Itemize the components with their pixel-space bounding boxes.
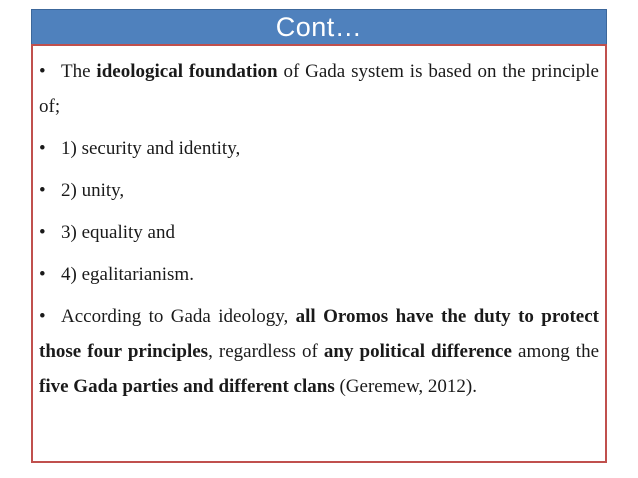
list-item-label: 4) egalitarianism. (61, 264, 194, 285)
content-box (31, 44, 607, 463)
list-item (39, 131, 599, 166)
p1-bold-1: ideological foundation (96, 61, 278, 82)
list-item (39, 215, 599, 250)
p2-text-1: According to Gada ideology, (61, 306, 296, 327)
bullet-icon: • (39, 264, 46, 285)
p2-text-4: (Geremew, 2012). (334, 376, 478, 397)
list-item (39, 257, 599, 292)
bullet-icon: • (39, 222, 46, 243)
p2-bold-1: all Oromos have the duty to protect those four principles (39, 306, 599, 362)
paragraph-gada-ideology (39, 299, 599, 404)
bullet-icon: • (39, 180, 46, 201)
bullet-icon: • (39, 306, 46, 327)
paragraph-ideological-foundation (39, 54, 599, 124)
list-item-label: 3) equality and (61, 222, 175, 243)
p2-bold-2: any political difference (323, 341, 512, 362)
p2-text-3: among the (511, 341, 599, 362)
list-item-label: 1) security and identity, (61, 138, 241, 159)
list-item (39, 173, 599, 208)
title-bar (31, 9, 607, 45)
bullet-icon: • (39, 138, 46, 159)
p2-bold-3: five Gada parties and different clans (39, 376, 335, 397)
p1-text-1: The (61, 61, 97, 82)
p2-text-2: , regardless of (208, 341, 324, 362)
list-item-label: 2) unity, (61, 180, 125, 201)
slide-title: Cont… (275, 12, 363, 42)
bullet-icon: • (39, 61, 46, 82)
p1-text-2: of Gada system is based on the principle of; (39, 61, 599, 117)
